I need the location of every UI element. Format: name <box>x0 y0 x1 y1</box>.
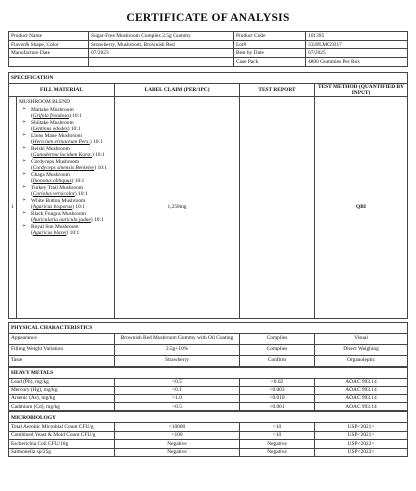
info-label: Flavor& Shape, Color <box>9 40 89 49</box>
latin-name: Hericium erinaceum Pers. <box>32 139 90 146</box>
heavy-metal-row <box>9 386 408 394</box>
info-value: 101395 <box>306 32 408 41</box>
product-info-table <box>8 31 408 66</box>
mushroom-name: Maitake Mushroom <box>31 107 74 114</box>
header-test-method: TEST METHOD (QUANTIFIED BY INPUT) <box>315 83 408 96</box>
extract-ratio: 10:1 <box>94 217 104 224</box>
test-method: AOAC 993.14 <box>315 386 408 394</box>
row-number: 1 <box>9 97 17 319</box>
specification-value: 2.5g+10% <box>115 344 240 355</box>
latin-name: Grifola frondosa <box>32 113 69 120</box>
blend-item: ➢ Royal Sun Mushroom (Agaricus blazei) 10:1 <box>19 224 112 236</box>
blend-item: ➢ Lions Mane Mushroom (Hericium erinaceum Pers.) 10:1 <box>19 133 112 145</box>
blend-item: ➢ Turkey Trail Mushroom (Coriolus versicolor) 10:1 <box>19 185 112 197</box>
specification-value: <0.5 <box>115 378 240 386</box>
mushroom-name: White Button Mushroom <box>31 198 86 205</box>
microbiology-row <box>9 440 408 449</box>
latin-name: Cordyceps sinensis Berkeley <box>32 165 95 172</box>
test-result: <0.003 <box>240 386 315 394</box>
mushroom-name: Cordyceps Mushroom <box>31 159 80 166</box>
blend-item: ➢ Maitake Mushroom (Grifola frondosa) 10:1 <box>19 107 112 119</box>
arrow-bullet-icon: ➢ <box>22 223 27 230</box>
info-row <box>9 49 408 58</box>
blend-row <box>9 97 408 319</box>
test-method: USP<2021> <box>315 431 408 440</box>
test-result: Complies <box>240 344 315 355</box>
arrow-bullet-icon: ➢ <box>22 145 27 152</box>
heavy-metal-row <box>9 403 408 411</box>
section-title-microbiology: MICROBIOLOGY <box>9 412 408 423</box>
test-result: Negative <box>240 448 315 457</box>
mushroom-name: Royal Sun Mushroom <box>31 224 79 231</box>
extract-ratio: 10:1 <box>78 191 88 198</box>
info-row <box>9 58 408 67</box>
blend-item: ➢ Shiitake Mushroom (Lentinus edodes) 10:1 <box>19 120 112 132</box>
test-report-value <box>240 97 315 319</box>
mushroom-name: Reishi Mushroom <box>31 146 70 153</box>
test-method: AOAC 993.14 <box>315 394 408 402</box>
arrow-bullet-icon: ➢ <box>22 171 27 178</box>
latin-name: Agaricus bisporus <box>32 204 73 211</box>
arrow-bullet-icon: ➢ <box>22 119 27 126</box>
test-item: Total Aerobic Microbial Count CFU/g <box>9 423 115 432</box>
latin-name: Agaricus blazei <box>32 230 67 237</box>
info-label: Case Pack <box>234 58 306 67</box>
microbiology-row <box>9 431 408 440</box>
info-value: Strawberry, Mushroom, Brownish Red <box>89 40 234 49</box>
test-method: Direct Weighing <box>315 344 408 355</box>
arrow-bullet-icon: ➢ <box>22 184 27 191</box>
physical-row <box>9 355 408 366</box>
specification-value: <10000 <box>115 423 240 432</box>
test-result: Confirm <box>240 355 315 366</box>
blend-list <box>19 107 112 236</box>
latin-name: Ganoderma lucidum Karst. <box>32 152 92 159</box>
specification-value: Negative <box>115 440 240 449</box>
test-item: Mercury (Hg), mg/kg <box>9 386 115 394</box>
specification-value: Strawberry <box>115 355 240 366</box>
info-row <box>9 32 408 41</box>
blend-item: ➢ Chaga Mushroom (Inonotus obliquus) 10:1 <box>19 172 112 184</box>
test-method: Visual <box>315 333 408 344</box>
test-method: USP<2022> <box>315 440 408 449</box>
extract-ratio: 10:1 <box>75 204 85 211</box>
info-label <box>9 58 89 67</box>
heavy-metal-row <box>9 394 408 402</box>
specification-table <box>8 72 408 322</box>
test-method: USP<2022> <box>315 448 408 457</box>
extract-ratio: 10:1 <box>74 178 85 185</box>
arrow-bullet-icon: ➢ <box>22 106 27 113</box>
info-row <box>9 40 408 49</box>
test-item: Salmonella sp/25g <box>9 448 115 457</box>
test-method: USP<2021> <box>315 423 408 432</box>
latin-name: Inonotus obliquus <box>32 178 72 185</box>
extract-ratio: 10:1 <box>70 126 81 133</box>
section-title-physical: PHYSICAL CHARACTERISTICS <box>9 322 408 333</box>
test-result: <0.02 <box>240 378 315 386</box>
test-item: Taste <box>9 355 115 366</box>
physical-row <box>9 333 408 344</box>
extract-ratio: 10:1 <box>72 113 82 120</box>
physical-row <box>9 344 408 355</box>
specification-value: <1.0 <box>115 394 240 402</box>
microbiology-row <box>9 423 408 432</box>
info-label: Product Code <box>234 32 306 41</box>
microbiology-row <box>9 448 408 457</box>
label-claim-value: 1,250mg <box>115 97 240 319</box>
blend-title: MUSHROOM BLEND <box>19 99 71 105</box>
mushroom-name: Shiitake Mushroom <box>31 120 74 127</box>
blend-item: ➢ Black Fungus Mushroom (Auricularia auricula judae) 10:1 <box>19 211 112 223</box>
latin-name: Coriolus versicolor <box>32 191 75 198</box>
test-result: <10 <box>240 431 315 440</box>
info-value: 4800 Gummies Per Box <box>306 58 408 67</box>
physical-table <box>8 322 408 367</box>
header-test-report: TEST REPORT <box>240 83 315 96</box>
latin-name: Auricularia auricula judae <box>32 217 91 224</box>
test-result: Complies <box>240 333 315 344</box>
test-method: AOAC 993.14 <box>315 378 408 386</box>
test-method-value: QBI <box>315 97 408 319</box>
mushroom-name: Turkey Trail Mushroom <box>31 185 83 192</box>
arrow-bullet-icon: ➢ <box>22 158 27 165</box>
test-result: <10 <box>240 423 315 432</box>
test-item: Cadmium (Cd), mg/kg <box>9 403 115 411</box>
extract-ratio: 10:1 <box>93 139 103 146</box>
mushroom-name: Lions Mane Mushroom <box>31 133 82 140</box>
info-value <box>89 58 234 67</box>
test-item: Lead (Pb), mg/kg <box>9 378 115 386</box>
test-method: AOAC 993.14 <box>315 403 408 411</box>
test-item: Arsenic (As), mg/kg <box>9 394 115 402</box>
test-result: <0.001 <box>240 403 315 411</box>
header-label-claim: LABEL CLAIM (PER/1PC) <box>115 83 240 96</box>
info-label: Product Name <box>9 32 89 41</box>
specification-value: Negative <box>115 448 240 457</box>
extract-ratio: 10:1 <box>95 152 105 159</box>
info-label: Best by Date <box>234 49 306 58</box>
arrow-bullet-icon: ➢ <box>22 210 27 217</box>
specification-value: <0.5 <box>115 403 240 411</box>
blend-item: ➢ White Button Mushroom (Agaricus bisporus) 10:1 <box>19 198 112 210</box>
microbiology-table <box>8 411 408 457</box>
heavy-metal-row <box>9 378 408 386</box>
specification-value: <100 <box>115 431 240 440</box>
extract-ratio: 10:1 <box>69 230 80 237</box>
info-label: Manufacture Date <box>9 49 89 58</box>
mushroom-name: Chaga Mushroom <box>31 172 70 179</box>
heavy-metals-table <box>8 367 408 412</box>
info-value: 07/2025 <box>306 49 408 58</box>
test-item: Appearance <box>9 333 115 344</box>
test-method: Organoleptic <box>315 355 408 366</box>
blend-item: ➢ Cordyceps Mushroom (Cordyceps sinensis Berkeley) 10:1 <box>19 159 112 171</box>
mushroom-blend-cell <box>17 97 115 319</box>
test-result: <0.010 <box>240 394 315 402</box>
test-result: Negative <box>240 440 315 449</box>
header-fill-material: FILL MATERIAL <box>9 83 115 96</box>
section-title-specification: SPECIFICATION <box>9 72 408 83</box>
test-item: Escherichia Coli CFU/10g <box>9 440 115 449</box>
document-title: CERTIFICATE OF ANALYSIS <box>126 12 290 24</box>
extract-ratio: 10:1 <box>97 165 108 172</box>
arrow-bullet-icon: ➢ <box>22 132 27 139</box>
test-item: Combined Yeast & Mold Count CFU/g <box>9 431 115 440</box>
mushroom-name: Black Fungus Mushroom <box>31 211 86 218</box>
info-label: Lot# <box>234 40 306 49</box>
specification-value: Brownish Red Mushroom Gummy with Oil Coating <box>115 333 240 344</box>
latin-name: Lentinus edodes <box>32 126 68 133</box>
info-value: 07/2023 <box>89 49 234 58</box>
section-title-heavy-metals: HEAVY METALS <box>9 367 408 378</box>
info-value: 332PLMG9317 <box>306 40 408 49</box>
info-value: Sugar-Free Mushroom Complex 2.5g Gummy <box>89 32 234 41</box>
arrow-bullet-icon: ➢ <box>22 197 27 204</box>
specification-value: <0.1 <box>115 386 240 394</box>
blend-item: ➢ Reishi Mushroom (Ganoderma lucidum Karst.) 10:1 <box>19 146 112 158</box>
test-item: Filling Weight Variation <box>9 344 115 355</box>
